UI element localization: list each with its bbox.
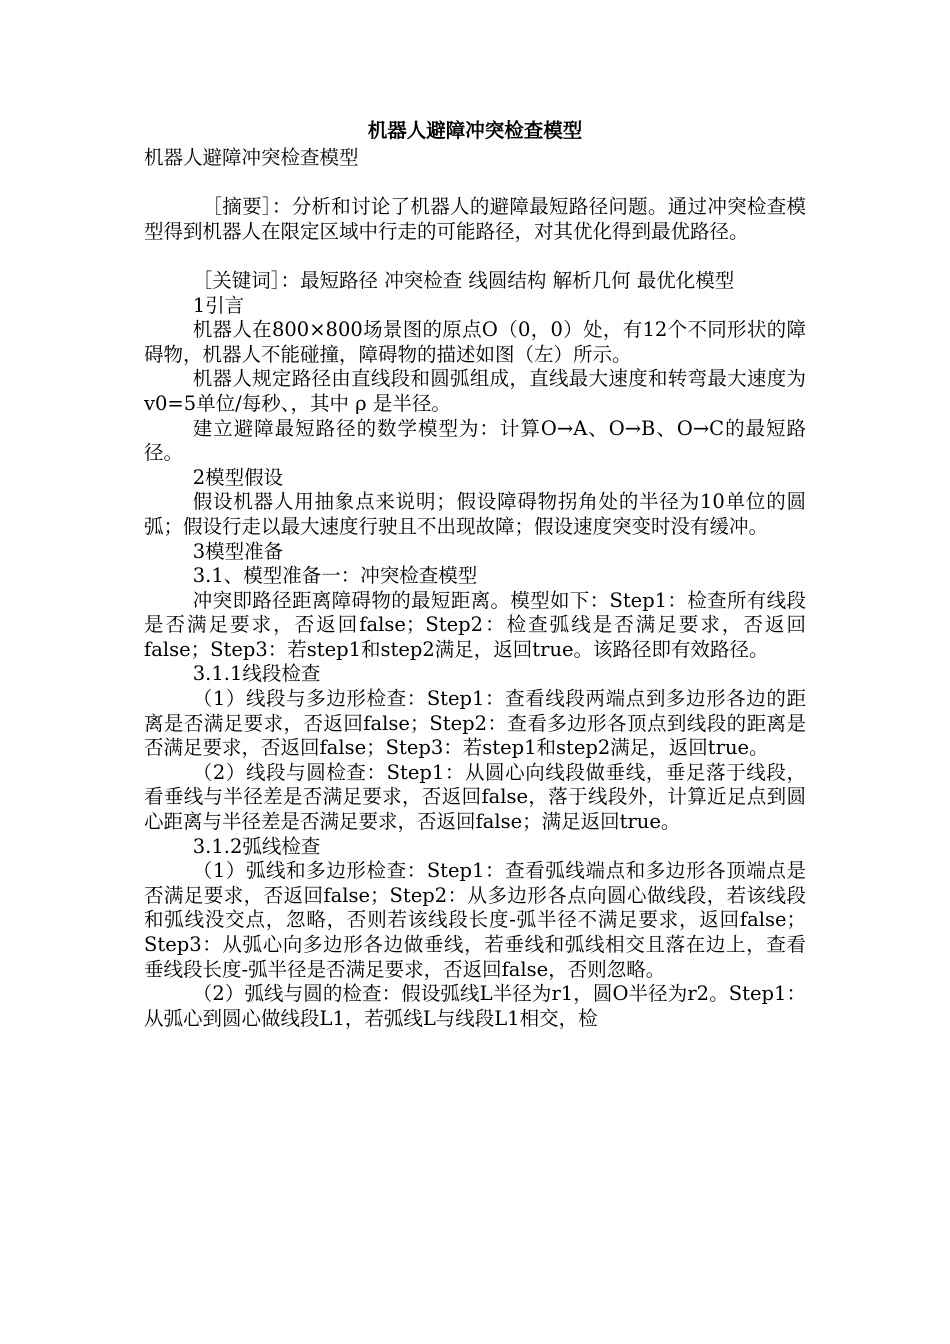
body-paragraph: 建立避障最短路径的数学模型为：计算O→A、O→B、O→C的最短路径。 xyxy=(144,416,806,465)
section-heading-preparation: 3模型准备 xyxy=(192,539,284,563)
abstract-paragraph: ［摘要］：分析和讨论了机器人的避障最短路径问题。通过冲突检查模型得到机器人在限定区域中行走的可能路径，对其优化得到最优路径。 xyxy=(144,195,806,243)
spacer xyxy=(144,244,806,269)
body-paragraph: （2）线段与圆检查：Step1：从圆心向线段做垂线，垂足落于线段，看垂线与半径差是否满足要求，否返回false，落于线段外，计算近足点到圆心距离与半径差是否满足要求，否返回false；满足返回true。 xyxy=(144,760,806,834)
body-paragraph: 假设机器人用抽象点来说明；假设障碍物拐角处的半径为10单位的圆弧；假设行走以最大速度行驶且不出现故障；假设速度突变时没有缓冲。 xyxy=(144,490,806,538)
body-paragraph: 冲突即路径距离障碍物的最短距离。模型如下：Step1：检查所有线段是否满足要求，否返回false；Step2：检查弧线是否满足要求，否返回false；Step3：若step1和step2满足，返回true。该路径即有效路径。 xyxy=(144,588,806,661)
body-paragraph: （1）弧线和多边形检查：Step1：查看弧线端点和多边形各顶端点是否满足要求，否返回false；Step2：从多边形各点向圆心做线段，若该线段和弧线没交点，忽略，否则若该线段长度-弧半径不满足要求，返回false；Step3：从弧心向多边形各边做垂线，若垂线和弧线相交且落在边上，查看垂线段长度-弧半径是否满足要求，否返回false，否则忽略。 xyxy=(144,859,806,981)
subsection-heading: 3.1.2弧线检查 xyxy=(192,834,321,858)
document-title: 机器人避障冲突检查模型 xyxy=(367,119,583,142)
subsection-heading: 3.1.1线段检查 xyxy=(192,662,321,686)
body-paragraph: 机器人在800×800场景图的原点O（0，0）处，有12个不同形状的障碍物，机器人不能碰撞，障碍物的描述如图（左）所示。 xyxy=(144,318,806,366)
body-paragraph: （1）线段与多边形检查：Step1：查看线段两端点到多边形各边的距离是否满足要求，否返回false；Step2：查看多边形各顶点到线段的距离是否满足要求，否返回false；Step3：若step1和step2满足，返回true。 xyxy=(144,687,806,760)
spacer xyxy=(144,171,806,196)
section-heading-intro: 1引言 xyxy=(192,293,245,317)
body-paragraph: 机器人规定路径由直线段和圆弧组成，直线最大速度和转弯最大速度为v0=5单位/每秒、，其中 ρ 是半径。 xyxy=(144,367,806,415)
document-page xyxy=(144,118,806,1031)
body-paragraph: （2）弧线与圆的检查：假设弧线L半径为r1，圆O半径为r2。Step1：从弧心到圆心做线段L1，若弧线L与线段L1相交，检 xyxy=(144,982,806,1030)
document-subtitle: 机器人避障冲突检查模型 xyxy=(144,146,359,169)
subsection-heading: 3.1、模型准备一：冲突检查模型 xyxy=(192,564,478,588)
keywords-paragraph: ［关键词］：最短路径 冲突检查 线圆结构 解析几何 最优化模型 xyxy=(192,268,735,292)
section-heading-assumptions: 2模型假设 xyxy=(192,465,284,489)
